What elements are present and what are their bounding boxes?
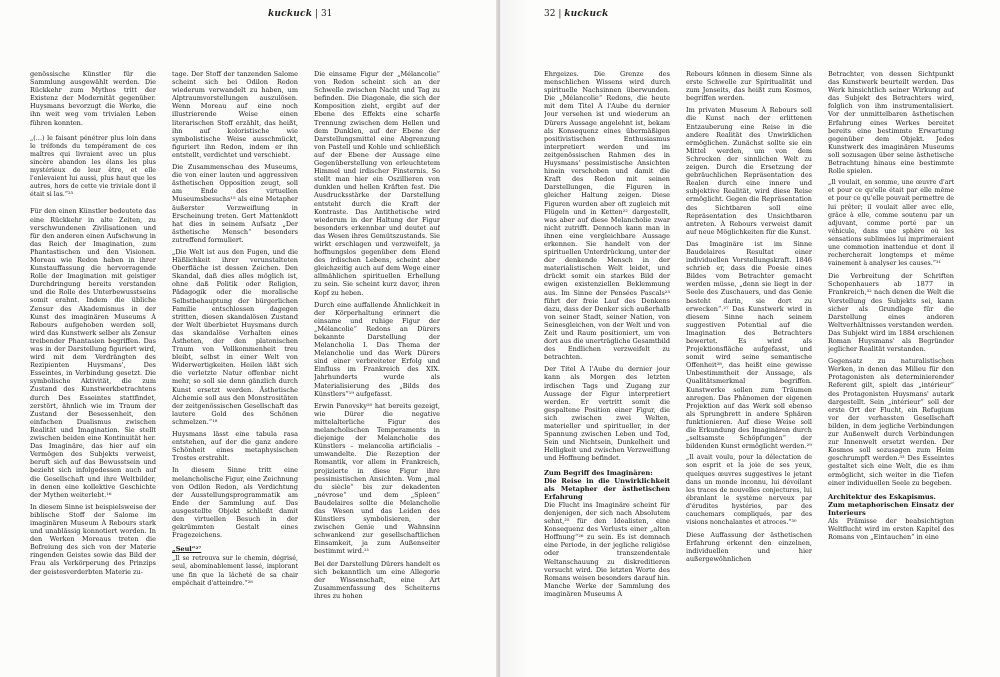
paragraph: Der Titel À l'Aube du dernier jour kann als Morgen des letzten irdischen Tags und Zugang zur Aussage der Figur interpretiert werden. Er vertritt somit die gespaltene Position einer Figur, die sich zwischen zwei Welten, materieller und spiritueller, in der Spannung zwischen Leben und Tod, Sein und Nichtsein, Dunkelheit und Helligkeit und zwischen Verzweiflung und Hoffnung befindet.	[544, 365, 670, 463]
paragraph: genössische Künstler für die Sammlung ausgewählt werden. Die Rückkehr zum Mythos tritt der Existenz der Modernität gegenüber. Huysmans bevorzugt die Werke, die ihn weit weg vom trivialen Leben führen konnten.	[30, 70, 156, 127]
right-page-header	[544, 9, 608, 19]
paragraph: Als Prämisse der beabsichtigten Weltflucht wird im ersten Kapitel des Romans von „Eintauchen“ in eine	[828, 516, 954, 542]
header-page-number: 32	[544, 9, 556, 19]
left-column-1	[30, 70, 156, 670]
left-column-2	[172, 70, 298, 670]
section-subheading: Die Reise in die Unwirklichkeit als Metapher der ästhetischen Erfahrung	[544, 476, 670, 501]
paragraph: Bei der Darstellung Dürers handelt es sich bekanntlich um eine Allegorie der Wissenschaft, eine Art Zusammenfassung des Scheiterns ihres zu hohen	[314, 559, 440, 600]
paragraph: Betrachter, von dessen Sichtpunkt das Kunstwerk beurteilt werden. Das Werk hinsichtlich seiner Wirkung auf das Subjekt des Betrachters wird, folglich von ihm instrumentalisiert. Vor der unmittelbaren ästhetischen Erfahrung eines Werkes bereitet bereits eine bestimmte Erwartung gegenüber dem Objekt. Jedes Kunstwerk des imaginären Museums soll sozusagen über seine ästhetische Betrachtung hinaus eine bestimmte Rolle spielen.	[828, 70, 954, 176]
quote-paragraph: „Il voulait, en somme, une œuvre d'art et pour ce qu'elle était par elle même et pour ce qu'elle pouvait permettre de lui prêter; il voulait aller avec elle, grâce à elle, comme soutenu par un adjuvant, comme porté par un véhicule, dans une sphère où les sensations sublimées lui imprimeraient une commotion inattendue et dont il rechercherait longtemps et même vainement à analyser les causes.“³¹	[828, 179, 954, 268]
header-page-number: 31	[320, 9, 333, 19]
paragraph: Durch eine auffallende Ähnlichkeit in der Körperhaltung erinnert die einsame und ruhige Figur der „Mélancolie“ Redons an Dürers bekannte Darstellung der Melancholia I. Das Thema der Melancholie und das Werk Dürers sind einer verbreiteter Erfolg und Einfluss im Frankreich des XIX. Jahrhunderts wurde als Materialisierung des „Bilds des Künstlers“¹⁹ aufgefasst.	[314, 300, 440, 398]
section-subheading: Zum metaphorischen Einsatz der Interieurs	[828, 500, 954, 517]
right-page	[500, 0, 1000, 677]
quote-paragraph: „Die Welt ist aus den Fugen, und die Häßlichkeit ihrer verunstalteten Oberfläche ist dessen Zeichen. Den Skandal, daß dies alles möglich ist, ohne daß Politik oder Religion, Pädagogik oder die moralische Selbstbehauptung der bürgerlichen Familie entschlossen dagegen stritten, diesen skandalösen Zustand der Welt überbietet Huysmans durch das skandalöse Verhalten eines Ästheten, der den platonischen Traum von Vollkommenheit treu bleibt, selbst in einer Welt von Widerwertigkeiten. Heilen läßt sich die verletzte Natur offenbar nicht mehr, so soll sie denn gänzlich durch Kunst ersetzt werden. Ästhetische Alchemie soll aus den Monstrositäten der zeitgenössischen Gesellschaft das lautere Gold des Schönen schmelzen.“¹⁸	[172, 247, 298, 426]
paragraph: In diesem Sinne ist beispielsweise der biblische Stoff der Salome im imaginären Museum À Rebours stark und unablässig konnotiert worden. In den Werken Moreaus treten die Befreiung des sich von der Materie ringenden Geistes sowie das Bild der Frau als Verkörperung des Prinzips der geistesverderbten Materie zu-	[30, 502, 156, 576]
paragraph: Die einsame Figur der „Mélancolie“ von Redon scheint sich an der Schwelle zwischen Nacht und Tag zu befinden. Die Diagonale, die sich der Komposition zieht, ergibt auf der Ebene des Effekts eine scharfe Trennung zwischen dem Hellen und dem Dunklen, auf der Ebene der Darstellungsmittel eine Abgrenzung von Pastell und Kohle und schließlich auf der Ebene der Aussage eine Gegenüberstellung von erleuchtetem Himmel und irdischer Finsternis. So stellt man hier ein Oszillieren von dunklen und hellen Kräften fest. Die Ausdrucksstärke der Darstellung entsteht durch die Kraft der Kontraste. Das Antithetische wird wiederum in der Haltung der Figur besonders erkennbar und deutet auf das Wesen ihres Gemütszustands. Sie wirkt erschlagen und verzweifelt, ja hoffnungslos gegenüber dem Elend des irdischen Lebens, scheint aber gleichzeitig auch auf dem Wege einer allmählichen spirituellen Erhellung zu sein. Sie scheint kurz davor, ihren Kopf zu heben.	[314, 70, 440, 297]
quote-paragraph: „Il avait voulu, pour la délectation de son esprit et la joie de ses yeux, quelques œuvres suggestives le jetant dans un monde inconnu, lui dévoilant les traces de nouvelles conjectures, lui ébranlant le système nerveux par d'érudites hystéries, par des cauchemars compliqués, par des visions nonchalantes et atroces.“³⁰	[686, 454, 812, 527]
page-shadow	[500, 0, 530, 677]
header-brand: kuckuck	[564, 9, 609, 19]
paragraph: Im privaten Museum À Rebours soll die Kunst nach der erlittenen Entzauberung eine Reise in die andere Realität des Unwirklichen ermöglichen. Zunächst sollte sie ein Mittel werden, um von dem Schrecken der sinnlichen Welt zu zeigen. Durch die Ersetzung der gebräuchlichen Repräsentation des Realen durch eine innere und subjektive Realität, wird diese Reise ermöglicht. Gegen die Repräsentation des Sichtbaren soll eine Repräsentation des Unsichtbaren antreten. À Rebours verweist damit auf neue Möglichkeiten für die Kunst.	[686, 106, 812, 236]
paragraph: Für den einen Künstler bedeutete das eine Rückkehr in alte Zeiten, zu verschwundenen Zivilisationen und für den anderen einen Aufschwung in das Reich der Imagination, zum Phantastischen und den Visionen. Moreau wie Redon haben in ihrer Kunstauffassung die hervorragende Rolle der Imagination mit geistiger Durchdringung bereits verstanden und die Rolle des Unterbewusstseins somit erahnt. Indem die übliche Zensur des Akademismus in der Kunst des imaginären Museums À Rebours aufgehoben werden soll, wird das Kunstwerk selber als Zensur treibender Phantasien begriffen. Das was in der Darstellung figuriert wird, wird mit dem Verdrängten des Rezipienten Huysmans', Des Esseintes, in Verbindung gesetzt. Die symbolische Aktivität, die zum Zustand des Kunstwerkbetrachtens durch Des Esseintes stattfindet, zerstört, ähnlich wie im Traum der Zustand der Besessenheit, den einfachen Dualismus zwischen Realität und Imagination. Sie stellt zwischen beiden eine Kontinuität her. Das Imaginäre, das hier auf ein Vermögen des Subjekts verweist, beruft sich auf das Bewusstsein und bezieht sich infolgedessen auch auf die Gesellschaft und ihre Weltbilder, in denen eine kollektive Geschichte der Mythen weiterlebt.¹⁶	[30, 207, 156, 499]
paragraph: Diese Auffassung der ästhetischen Erfahrung erkennt den einzelnen, individuellen und hier außergewöhnlichen	[686, 531, 812, 564]
right-column-3	[828, 70, 954, 670]
paragraph: Das Imaginäre ist im Sinne Baudelaires Resultat einer individuellen Vorstellungskraft. 1846 schrieb er, dass die Poesie eines Bildes vom Betrachter gemacht werden müsse, „denn sie liegt in der Seele des Zuschauers, und das Genie besteht darin, sie dort zu erwecken“.²⁷ Das Kunstwerk wird in diesem Sinne nach seinem suggestiven Potential auf die Imagination des Betrachters bewertet. Es wird als Projektionsfläche aufgefasst, und somit wird seine semantische Offenheit²⁸, das heißt eine gewisse Unbestimmtheit der Aussage, als Qualitätsmerkmal begriffen. Kunstwerke sollen zum Träumen anregen. Das Phänomen der eigenen Projektion auf das Werk soll ebenso als Sprungbrett in andere Sphären funktionieren. Auf diese Weise soll die Erkundung des Imaginären durch „seltsamste Schöpfungen“ der bildenden Kunst ermöglicht werden.²⁹	[686, 239, 812, 451]
seul-quote: „Il se retrouva sur le chemin, dégrisé, seul, abominablement lassé, implorant une fin que la lâcheté de sa chair empêchait d'atteindre.“²⁸	[172, 555, 298, 587]
header-separator: |	[315, 9, 319, 19]
section-heading: Zum Begriff des Imaginären:	[544, 468, 653, 477]
seul-heading: „Seul“²⁷	[172, 545, 202, 554]
paragraph: Ehrgeizes. Die Grenze des menschlichen Wissens wird durch spirituelle Nachsinnen überwunden. Die „Mélancolie“ Redons, die heute mit dem Titel À l'Aube du dernier Jour versehen ist und wiederum an Dürers Aussage angelehnt ist, bekam als Konsequenz eines übermäßigen positivistischen Enthusiasmus interpretiert werden und im zeitgenössischen Rahmen des in Huysmans' pessimistische Ansichten hinein verschoben und damit die Kraft des Redon mit seinen Darstellungen, die Figuren in gleicher Haltung zeigen. Diese Figuren wurden aber oft zugleich mit Flügeln und in Ketten²² dargestellt, was aber auf diese Melancholie zwar nicht zutrifft. Dennoch kann man in ihnen eine vergleichbare Aussage erkennen. Sie handelt von der spirituellen Unterdrückung, unter der der denkende Mensch in der materialistischen Welt leidet, und drückt somit ein starkes Bild der ewigen existenziellen Beklemmung aus. Im Sinne der Pensées Pascals²³ führt der freie Lauf des Denkens dazu, dass der Denker sich außerhalb von seiner Stadt, seiner Nation, von Seinesgleichen, von der Welt und von Zeit und Raum positioniert, um von dort aus die unerträgliche Gesamtbild des Endlichen verzweifelt zu betrachten.	[544, 70, 670, 362]
header-brand: kuckuck	[268, 9, 313, 19]
paragraph: Gegensatz zu naturalistischen Werken, in denen das Milieu für den Protagonisten als determinierender Referent gilt, spielt das „intérieur“ des Protagonisten Huysmans' autark dargestellt. Sein „intérieur“ soll der erste Ort der Flucht, ein Refugium vor der verhassten Gesellschaft bilden, in dem jegliche Verbindungen zur Außenwelt durch Verbindungen zur Innenwelt ersetzt werden. Der Kosmos soll sozusagen zum Heim geschrumpft werden.³³ Des Esseintes gestaltet sich eine Welt, die es ihm ermöglicht, sich weiter in die Tiefen einer individuellen Seele zu begeben.	[828, 357, 954, 487]
paragraph: In diesem Sinne tritt eine melancholische Figur, eine Zeichnung von Odilon Redon, als Verdichtung der Ausstellungsprogrammatik am Ende der Sammlung auf. Das ausgestellte Objekt schließt damit den virtuellen Besuch in der gekrümmten Gestalt eines Fragezeichens.	[172, 466, 298, 540]
paragraph: Die Flucht ins Imaginäre scheint für denjenigen, der sich nach Absolutem sehnt,²⁵ für den Idealisten, eine Konsequenz des Verlusts einer „alten Hoffnung“²⁶ zu sein. Es ist demnach eine Periode, in der jegliche religiöse oder transzendentale Weltanschauung zu diskreditieren versucht wird. Die letzten Worte des Romans weisen besonders darauf hin. Manche Werke der Sammlung des imaginären Museums À	[544, 500, 670, 598]
paragraph: Erwin Panovsky²⁰ hat bereits gezeigt, wie Dürer die negative mittelalterliche Figur des melancholischen Temperaments in diejenige der Melancholie des Künstlers – melancolia artificialis – umwandelte. Die Rezeption der Romantik, vor allem in Frankreich, projizierte in diese Figur ihre pessimistischen Ansichten. Vom „mal du siècle“ bis zur dekadenten „névrose“ und dem „Spleen“ Baudelaires sollte die Melancholie das Wesen und das Leiden des Künstlers symbolisieren, der zwischen Genie und Wahnsinn schwankend zur gesellschaftlichen Einsamkeit, ja zum Außenseiter bestimmt wird.²¹	[314, 401, 440, 556]
paragraph: Huysmans lässt eine tabula rasa entstehen, auf der die ganz andere Schönheit eines metaphysischen Trostes erstrahlt.	[172, 430, 298, 463]
left-column-3	[314, 70, 440, 670]
paragraph: tage. Der Stoff der tanzenden Salome scheint sich bei Odilon Redon wiederum verwandelt zu haben, um Alptraumvorstellungen auszulösen. Wenn Moreau auf eine noch illustrierende Weise einen literarischen Stoff erzählt, das heißt, ihn auf koloristische wie symbolistische Weise ausschmückt, figuriert ihn Redon, indem er ihn entstellt, verdichtet und verschiebt.	[172, 70, 298, 159]
section-heading: Architektur des Eskapismus.	[828, 492, 936, 501]
right-column-1	[544, 70, 670, 670]
paragraph: Die Zusammenschau des Museums, die von einer lauten und aggressiven ästhetischen Opposition zeugt, soll am Ende des virtuellen Museumsbesuchs¹⁵ als eine Metapher äußerster Verzweiflung in Erscheinung treten. Gert Mattenklott hat dies in seinem Aufsatz „Der ästhetische Mensch“ besonders zutreffend formuliert.	[172, 163, 298, 244]
right-column-2	[686, 70, 812, 670]
paragraph: Die Verbreitung der Schriften Schopenhauers ab 1877 in Frankreich,³² nach denen die Welt die Vorstellung des Subjekts sei, kann sicher als Grundlage für die Darstellung eines anderen Weltverhältnisses verstanden werden. Das Subjekt wird im 1884 erschienen Roman Huysmans' als Begründer jeglicher Realität verstanden.	[828, 272, 954, 354]
paragraph: Rebours können in diesem Sinne als erste Schwelle zur Spiritualität und zum Jenseits, das heißt zum Kosmos, begriffen werden.	[686, 70, 812, 103]
header-separator: |	[558, 9, 562, 19]
quote-paragraph: „(…) le faisant pénétrer plus loin dans le tréfonds du tempérament de ces maîtres qui livraient avec un plus sincère abandon les élans les plus mystérieux de leur être, et elle l'enlevaient lui aussi, plus haut que les autres, hors de cette vie triviale dont il était si las.“²³	[30, 134, 156, 199]
left-page-header	[268, 9, 332, 19]
